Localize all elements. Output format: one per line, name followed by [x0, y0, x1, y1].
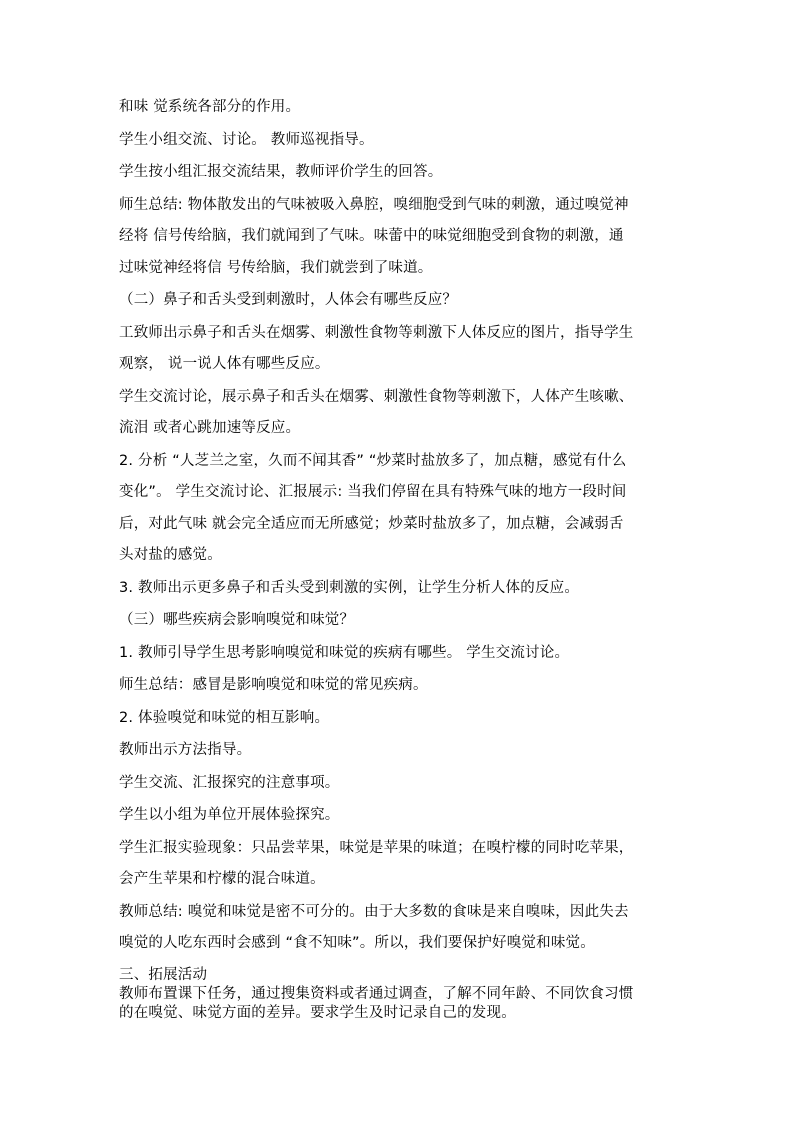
paragraph-line: 和味 觉系统各部分的作用。: [119, 99, 301, 115]
paragraph-line: 3. 教师出示更多鼻子和舌头受到刺激的实例，让学生分析人体的反应。: [119, 579, 580, 596]
section-heading: 三、拓展活动: [119, 966, 208, 983]
paragraph: [119, 610, 684, 631]
paragraph-line: 教师出示方法指导。: [119, 742, 252, 758]
paragraph-line: 后，对此气味 就会完全适应而无所感觉；炒菜时盐放多了，加点糖，会减弱舌: [119, 515, 624, 532]
paragraph: [119, 675, 684, 696]
document-body: [119, 97, 684, 1023]
paragraph-line: 过味觉神经将信 号传给脑，我们就尝到了味道。: [119, 259, 433, 276]
paragraph: [119, 773, 684, 794]
paragraph-line: 2. 分析 “人芝兰之室，久而不闻其香” “炒菜时盐放多了，加点糖，感觉有什么: [119, 452, 627, 469]
section-line: 教师布置课下任务，通过搜集资料或者通过调查，了解不同年龄、不同饮食习惯: [119, 985, 634, 1002]
paragraph-line: 学生按小组汇报交流结果，教师评价学生的回答。: [119, 164, 443, 180]
paragraph: [119, 387, 684, 440]
paragraph-line: 2. 体验嗅觉和味觉的相互影响。: [119, 709, 330, 726]
paragraph-line: 学生汇报实验现象：只品尝苹果，味觉是苹果的味道；在嗅柠檬的同时吃苹果，: [119, 839, 634, 856]
paragraph-line: 1. 教师引导学生思考影响嗅觉和味觉的疾病有哪些。 学生交流讨论。: [119, 644, 570, 661]
paragraph-line: 学生小组交流、讨论。 教师巡视指导。: [119, 131, 374, 148]
paragraph: [119, 578, 684, 599]
paragraph-line: 观察， 说一说人体有哪些反应。: [119, 356, 330, 372]
paragraph: [119, 838, 684, 891]
paragraph: [119, 162, 684, 183]
section-line: 的在嗅觉、味觉方面的差异。要求学生及时记录自己的发现。: [119, 1004, 516, 1021]
paragraph-line: 师生总结: 物体散发出的气味被吸入鼻腔，嗅细胞受到气味的刺激，通过嗅觉神: [119, 196, 629, 213]
paragraph-line: 师生总结：感冒是影响嗅觉和味觉的常见疾病。: [119, 677, 428, 693]
paragraph: [119, 195, 684, 279]
paragraph-line: 学生交流、汇报探究的注意事项。: [119, 774, 340, 791]
paragraph-line: 工致师出示鼻子和舌头在烟雾、刺激性食物等刺激下人体反应的图片，指导学生: [119, 324, 634, 341]
paragraph: [119, 97, 684, 118]
paragraph: [119, 740, 684, 761]
paragraph-line: 学生交流讨论，展示鼻子和舌头在烟雾、刺激性食物等刺激下，人体产生咳嗽、: [119, 388, 634, 405]
paragraph-line: 学生以小组为单位开展体验探究。: [119, 807, 340, 823]
paragraph-line: 会产生苹果和柠檬的混合味道。: [119, 871, 325, 887]
paragraph: [119, 290, 684, 311]
paragraph: [119, 130, 684, 151]
paragraph-line: 嗅觉的人吃东西时会感到 “食不知味”。所以，我们要保护好嗅觉和味觉。: [119, 935, 595, 951]
paragraph-line: （二）鼻子和舌头受到刺激时，人体会有哪些反应？: [119, 292, 458, 308]
paragraph: [119, 708, 684, 729]
section-extension-activity: [119, 966, 684, 1023]
paragraph-line: 经将 信号传给脑，我们就闻到了气味。味蕾中的味觉细胞受到食物的刺激，通: [119, 228, 624, 244]
paragraph-line: 教师总结: 嗅觉和味觉是密不可分的。由于大多数的食味是来自嗅味，因此失去: [119, 903, 629, 920]
paragraph-line: 变化”。 学生交流讨论、汇报展示: 当我们停留在具有特殊气味的地方一段时间: [119, 484, 627, 500]
paragraph: [119, 451, 684, 567]
paragraph-line: （三）哪些疾病会影响嗅觉和味觉？: [119, 612, 355, 628]
paragraph-line: 流泪 或者心跳加速等反应。: [119, 420, 301, 436]
paragraph: [119, 805, 684, 826]
paragraph: [119, 323, 684, 376]
paragraph: [119, 902, 684, 955]
paragraph: [119, 643, 684, 664]
paragraph-line: 头对盐的感觉。: [119, 547, 222, 563]
paragraph-list: [119, 97, 684, 954]
